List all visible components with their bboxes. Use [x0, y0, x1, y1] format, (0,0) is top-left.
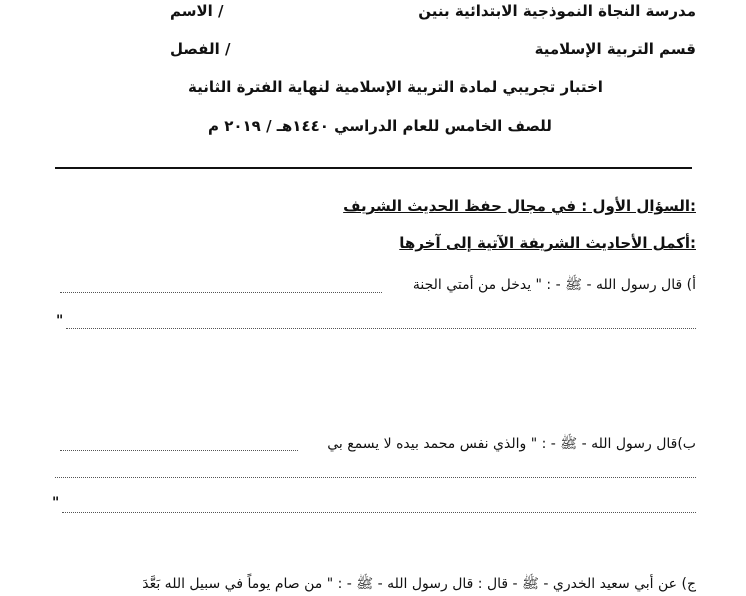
answer-line-b1[interactable] — [60, 450, 298, 451]
answer-line-b3[interactable] — [62, 512, 696, 513]
department-name: قسم التربية الإسلامية — [534, 40, 696, 58]
name-label: الاسم / — [170, 2, 224, 20]
exam-title: اختبار تجريبي لمادة التربية الإسلامية لنهاية الفترة الثانية — [188, 78, 603, 96]
answer-line-a2[interactable] — [66, 328, 696, 329]
question1-title: السؤال الأول : في مجال حفظ الحديث الشريف: — [343, 197, 696, 215]
answer-line-a1[interactable] — [60, 292, 382, 293]
closing-quote-b: " — [52, 495, 60, 511]
hadith-item-b: ب)قال رسول الله - ﷺ - : " والذي نفس محمد بيده لا يسمع بي — [327, 436, 696, 452]
header-divider — [55, 167, 692, 169]
hadith-item-c: ج) عن أبي سعيد الخدري - ﷺ - قال : قال رسول الله - ﷺ - : " من صام يوماً في سبيل الله بَعَّدَ — [142, 576, 696, 592]
school-name: مدرسة النجاة النموذجية الابتدائية بنين — [418, 2, 696, 20]
hadith-item-a: أ) قال رسول الله - ﷺ - : " يدخل من أمتي الجنة — [412, 277, 696, 293]
class-label: الفصل / — [170, 40, 231, 58]
answer-line-b2[interactable] — [55, 477, 696, 478]
closing-quote-a: " — [56, 313, 64, 329]
exam-subtitle: للصف الخامس للعام الدراسي ١٤٤٠هـ / ٢٠١٩ م — [208, 117, 552, 135]
question1-instruction: أكمل الأحاديث الشريفة الآتية إلى آخرها: — [399, 234, 696, 252]
